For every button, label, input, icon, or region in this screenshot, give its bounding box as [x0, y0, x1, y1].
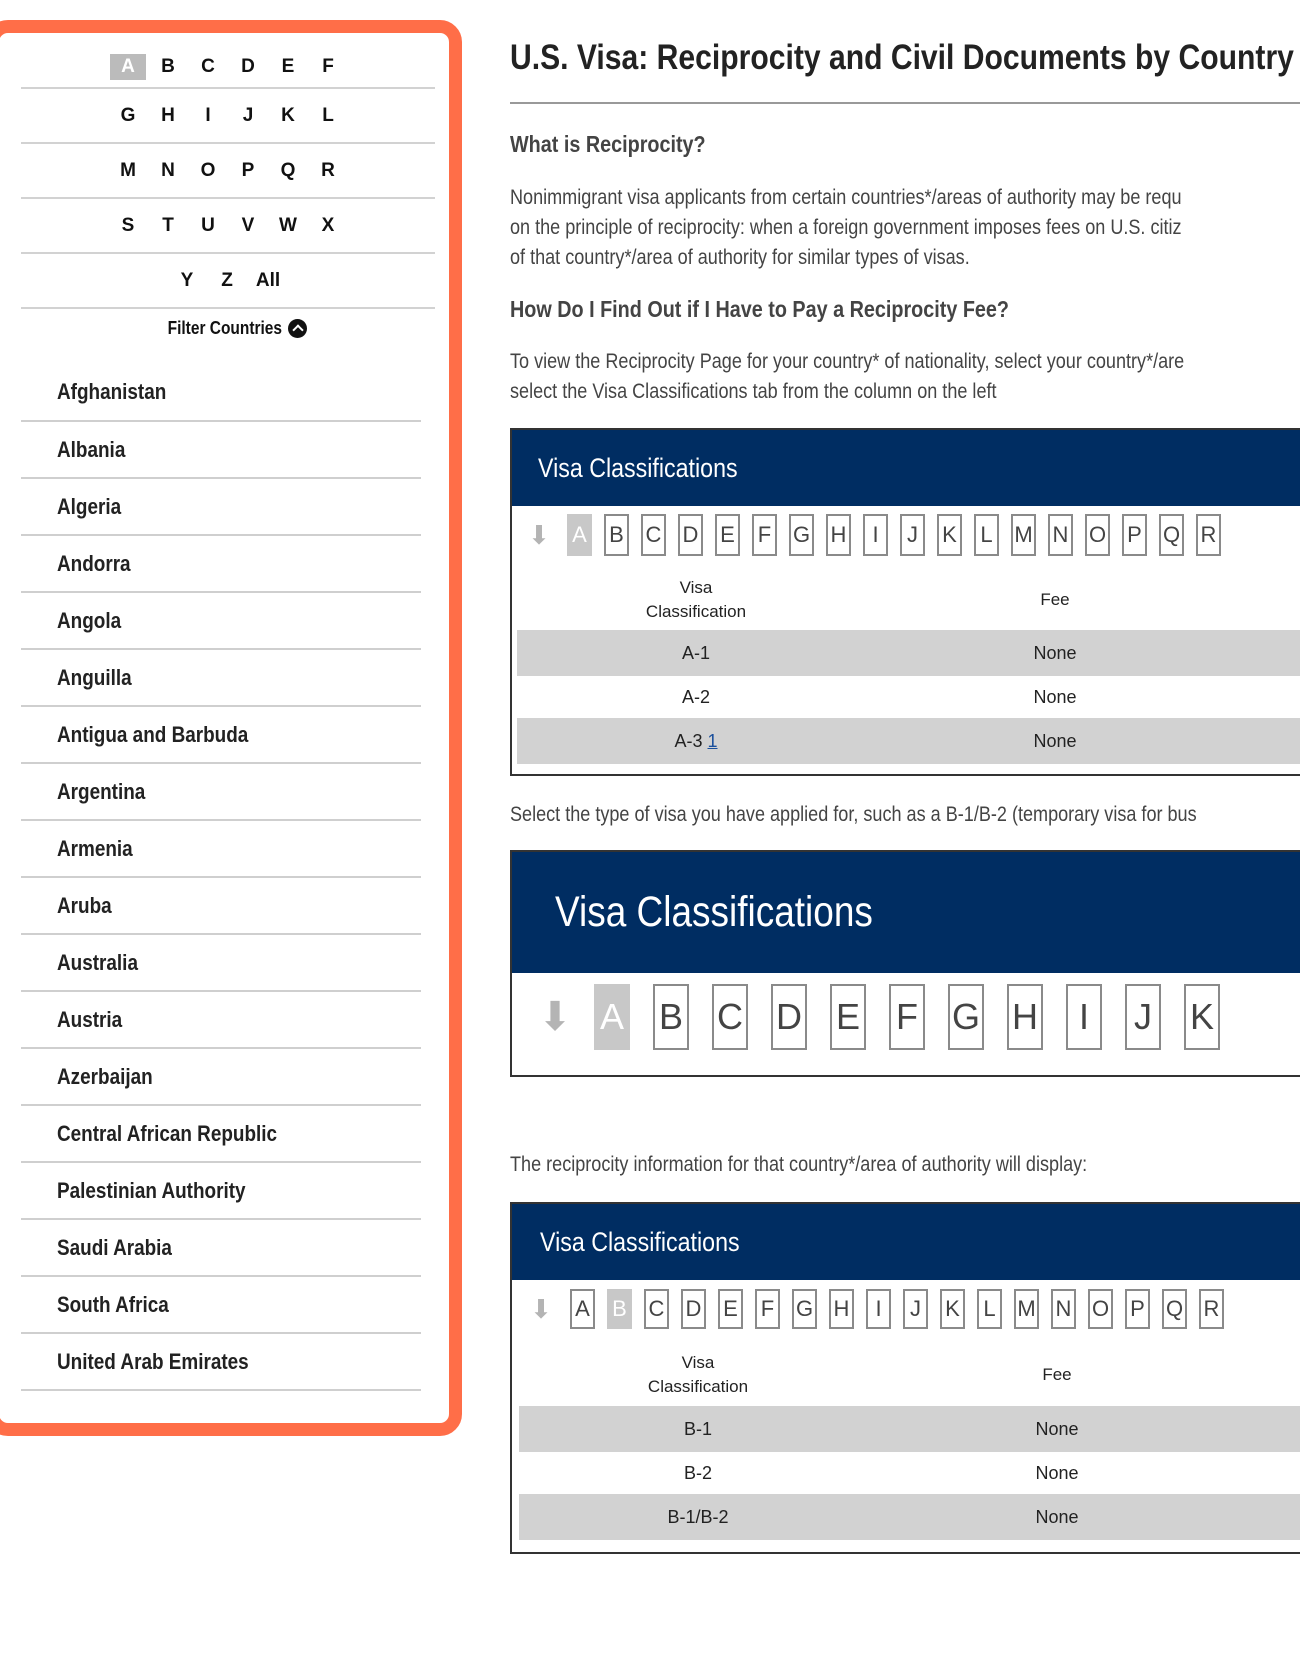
- letter-tab-k[interactable]: K: [937, 514, 962, 556]
- country-sidebar: [0, 20, 462, 1436]
- letter-p[interactable]: P: [241, 159, 255, 181]
- country-item[interactable]: Saudi Arabia: [21, 1220, 421, 1277]
- letter-g[interactable]: G: [120, 104, 136, 126]
- letter-q[interactable]: Q: [280, 159, 296, 181]
- letter-tab-d[interactable]: D: [678, 514, 703, 556]
- letter-z[interactable]: Z: [221, 269, 233, 291]
- letter-u[interactable]: U: [201, 214, 215, 236]
- country-item[interactable]: Aruba: [21, 878, 421, 935]
- country-item[interactable]: Azerbaijan: [21, 1049, 421, 1106]
- letter-tab-l[interactable]: L: [974, 514, 999, 556]
- widget-title: Visa Classifications: [512, 852, 1300, 973]
- header-fee: Fee: [1040, 590, 1070, 609]
- letter-r[interactable]: R: [321, 159, 335, 181]
- table-row: A-1 None: [517, 630, 1300, 676]
- down-arrow-icon[interactable]: ⬇: [528, 519, 550, 550]
- table-header: [519, 1344, 1300, 1406]
- letter-tab-q[interactable]: Q: [1159, 514, 1184, 556]
- country-item[interactable]: Angola: [21, 593, 421, 650]
- letter-tabs: [526, 1288, 1236, 1330]
- country-item[interactable]: Central African Republic: [21, 1106, 421, 1163]
- letter-tab-a[interactable]: A: [567, 514, 592, 556]
- letter-c[interactable]: C: [201, 56, 215, 77]
- letter-tab-d[interactable]: D: [681, 1289, 706, 1329]
- down-arrow-icon[interactable]: ⬇: [530, 1293, 552, 1324]
- country-item[interactable]: Albania: [21, 422, 421, 479]
- paragraph-select-visa: Select the type of visa you have applied for, such as a B-1/B-2 (temporary visa for bus: [510, 803, 1197, 826]
- heading-how-find-out: How Do I Find Out if I Have to Pay a Reciprocity Fee?: [510, 296, 1009, 322]
- visa-classifications-example-2: [510, 850, 1300, 1077]
- alphabet-row-2: [21, 89, 435, 144]
- table-row: B-1/B-2 None: [519, 1494, 1300, 1540]
- letter-tab-e[interactable]: E: [715, 514, 740, 556]
- letter-tab-a[interactable]: A: [594, 984, 630, 1050]
- visa-classifications-example-3: [510, 1202, 1300, 1554]
- letter-tab-f[interactable]: F: [889, 984, 925, 1050]
- country-item[interactable]: Algeria: [21, 479, 421, 536]
- country-item[interactable]: Austria: [21, 992, 421, 1049]
- paragraph-how-find-out: To view the Reciprocity Page for your country* of nationality, select your country*/are select the Visa Classifications tab from the column on the left: [510, 350, 1185, 403]
- letter-tab-p[interactable]: P: [1122, 514, 1147, 556]
- letter-all[interactable]: All: [255, 269, 281, 291]
- visa-table: [519, 1344, 1300, 1540]
- down-arrow-icon[interactable]: ⬇: [538, 995, 572, 1039]
- letter-tab-r[interactable]: R: [1199, 1289, 1224, 1329]
- letter-j[interactable]: J: [242, 104, 254, 126]
- letter-n[interactable]: N: [161, 159, 175, 181]
- country-item[interactable]: Andorra: [21, 536, 421, 593]
- letter-tab-i[interactable]: I: [866, 1289, 891, 1329]
- letter-y[interactable]: Y: [180, 269, 194, 291]
- header-visa-classification: Visa Classification: [645, 578, 747, 621]
- table-row: B-2 None: [683, 1462, 1079, 1483]
- table-header: [517, 570, 1300, 630]
- heading-what-is-reciprocity: What is Reciprocity?: [510, 131, 706, 157]
- letter-tab-i[interactable]: I: [863, 514, 888, 556]
- letter-tab-f[interactable]: F: [752, 514, 777, 556]
- letter-tab-h[interactable]: H: [829, 1289, 854, 1329]
- letter-e[interactable]: E: [281, 56, 295, 77]
- country-item[interactable]: Australia: [21, 935, 421, 992]
- filter-countries-label: Filter Countries: [167, 317, 282, 338]
- letter-tab-e[interactable]: E: [830, 984, 866, 1050]
- letter-a[interactable]: A: [110, 54, 146, 80]
- table-row: B-1 None: [519, 1406, 1300, 1452]
- letter-w[interactable]: W: [279, 214, 297, 236]
- country-item[interactable]: Afghanistan: [21, 364, 421, 422]
- letter-tab-m[interactable]: M: [1014, 1289, 1039, 1329]
- letter-tab-b[interactable]: B: [604, 514, 629, 556]
- country-item[interactable]: United Arab Emirates: [21, 1334, 421, 1391]
- country-item[interactable]: South Africa: [21, 1277, 421, 1334]
- letter-tab-h[interactable]: H: [826, 514, 851, 556]
- letter-tab-j[interactable]: J: [1125, 984, 1161, 1050]
- country-item[interactable]: Antigua and Barbuda: [21, 707, 421, 764]
- letter-tab-e[interactable]: E: [718, 1289, 743, 1329]
- widget-title: Visa Classifications: [512, 430, 1300, 506]
- letter-tab-i[interactable]: I: [1066, 984, 1102, 1050]
- country-item[interactable]: Argentina: [21, 764, 421, 821]
- table-row: A-3 1 None: [517, 718, 1300, 764]
- country-item[interactable]: Anguilla: [21, 650, 421, 707]
- alphabet-row-4: [21, 199, 435, 254]
- paragraph-reciprocity: Nonimmigrant visa applicants from certain countries*/areas of authority may be requ on the principle of reciprocity: when a foreign government imposes fees on U.S. citiz of that country*/area of authority for similar types of visas.: [510, 186, 1182, 269]
- letter-tab-c[interactable]: C: [712, 984, 748, 1050]
- letter-s[interactable]: S: [121, 214, 135, 236]
- letter-tab-f[interactable]: F: [755, 1289, 780, 1329]
- page-title: U.S. Visa: Reciprocity and Civil Documents by Country: [510, 38, 1294, 77]
- visa-table: [517, 570, 1300, 764]
- letter-tab-g[interactable]: G: [948, 984, 984, 1050]
- header-fee: Fee: [1042, 1365, 1072, 1384]
- letter-tab-o[interactable]: O: [1088, 1289, 1113, 1329]
- letter-tabs: [530, 983, 1243, 1051]
- letter-tab-k[interactable]: K: [1184, 984, 1220, 1050]
- letter-x[interactable]: X: [321, 214, 335, 236]
- letter-tab-l[interactable]: L: [977, 1289, 1002, 1329]
- header-visa-classification: Visa Classification: [647, 1353, 749, 1396]
- letter-tab-m[interactable]: M: [1011, 514, 1036, 556]
- letter-tab-c[interactable]: C: [644, 1289, 669, 1329]
- letter-tab-j[interactable]: J: [900, 514, 925, 556]
- letter-tab-k[interactable]: K: [940, 1289, 965, 1329]
- letter-tab-q[interactable]: Q: [1162, 1289, 1187, 1329]
- letter-tab-g[interactable]: G: [792, 1289, 817, 1329]
- chevron-up-circle-icon: [288, 319, 307, 338]
- letter-h[interactable]: H: [161, 104, 175, 126]
- alphabet-row-1: [21, 47, 435, 89]
- letter-tab-d[interactable]: D: [771, 984, 807, 1050]
- letter-v[interactable]: V: [241, 214, 255, 236]
- letter-tab-c[interactable]: C: [641, 514, 666, 556]
- letter-tab-h[interactable]: H: [1007, 984, 1043, 1050]
- footnote-link[interactable]: 1: [707, 730, 718, 751]
- paragraph-display: The reciprocity information for that country*/area of authority will display:: [510, 1153, 1088, 1176]
- alphabet-row-3: [21, 144, 435, 199]
- letter-tab-r[interactable]: R: [1196, 514, 1221, 556]
- letter-f[interactable]: F: [322, 56, 334, 77]
- letter-tab-b[interactable]: B: [653, 984, 689, 1050]
- letter-tab-n[interactable]: N: [1051, 1289, 1076, 1329]
- letter-k[interactable]: K: [281, 104, 295, 126]
- letter-tab-p[interactable]: P: [1125, 1289, 1150, 1329]
- title-divider: [510, 102, 1300, 104]
- widget-title: Visa Classifications: [512, 1204, 1300, 1280]
- letter-tabs: [524, 513, 1233, 557]
- letter-b[interactable]: B: [161, 56, 175, 77]
- letter-d[interactable]: D: [241, 56, 255, 77]
- letter-o[interactable]: O: [200, 159, 216, 181]
- letter-tab-a[interactable]: A: [570, 1289, 595, 1329]
- visa-classifications-example-1: [510, 428, 1300, 776]
- letter-tab-b[interactable]: B: [607, 1289, 632, 1329]
- table-row: A-2 None: [681, 686, 1077, 707]
- letter-tab-g[interactable]: G: [789, 514, 814, 556]
- country-item[interactable]: Palestinian Authority: [21, 1163, 421, 1220]
- letter-m[interactable]: M: [120, 159, 136, 181]
- letter-t[interactable]: T: [162, 214, 174, 236]
- letter-tab-j[interactable]: J: [903, 1289, 928, 1329]
- filter-countries-toggle[interactable]: [21, 309, 435, 347]
- alphabet-row-5: [21, 254, 435, 309]
- country-item[interactable]: Armenia: [21, 821, 421, 878]
- letter-l[interactable]: L: [322, 104, 334, 126]
- country-list: [21, 364, 421, 1391]
- letter-tab-o[interactable]: O: [1085, 514, 1110, 556]
- letter-i[interactable]: I: [205, 104, 211, 126]
- letter-tab-n[interactable]: N: [1048, 514, 1073, 556]
